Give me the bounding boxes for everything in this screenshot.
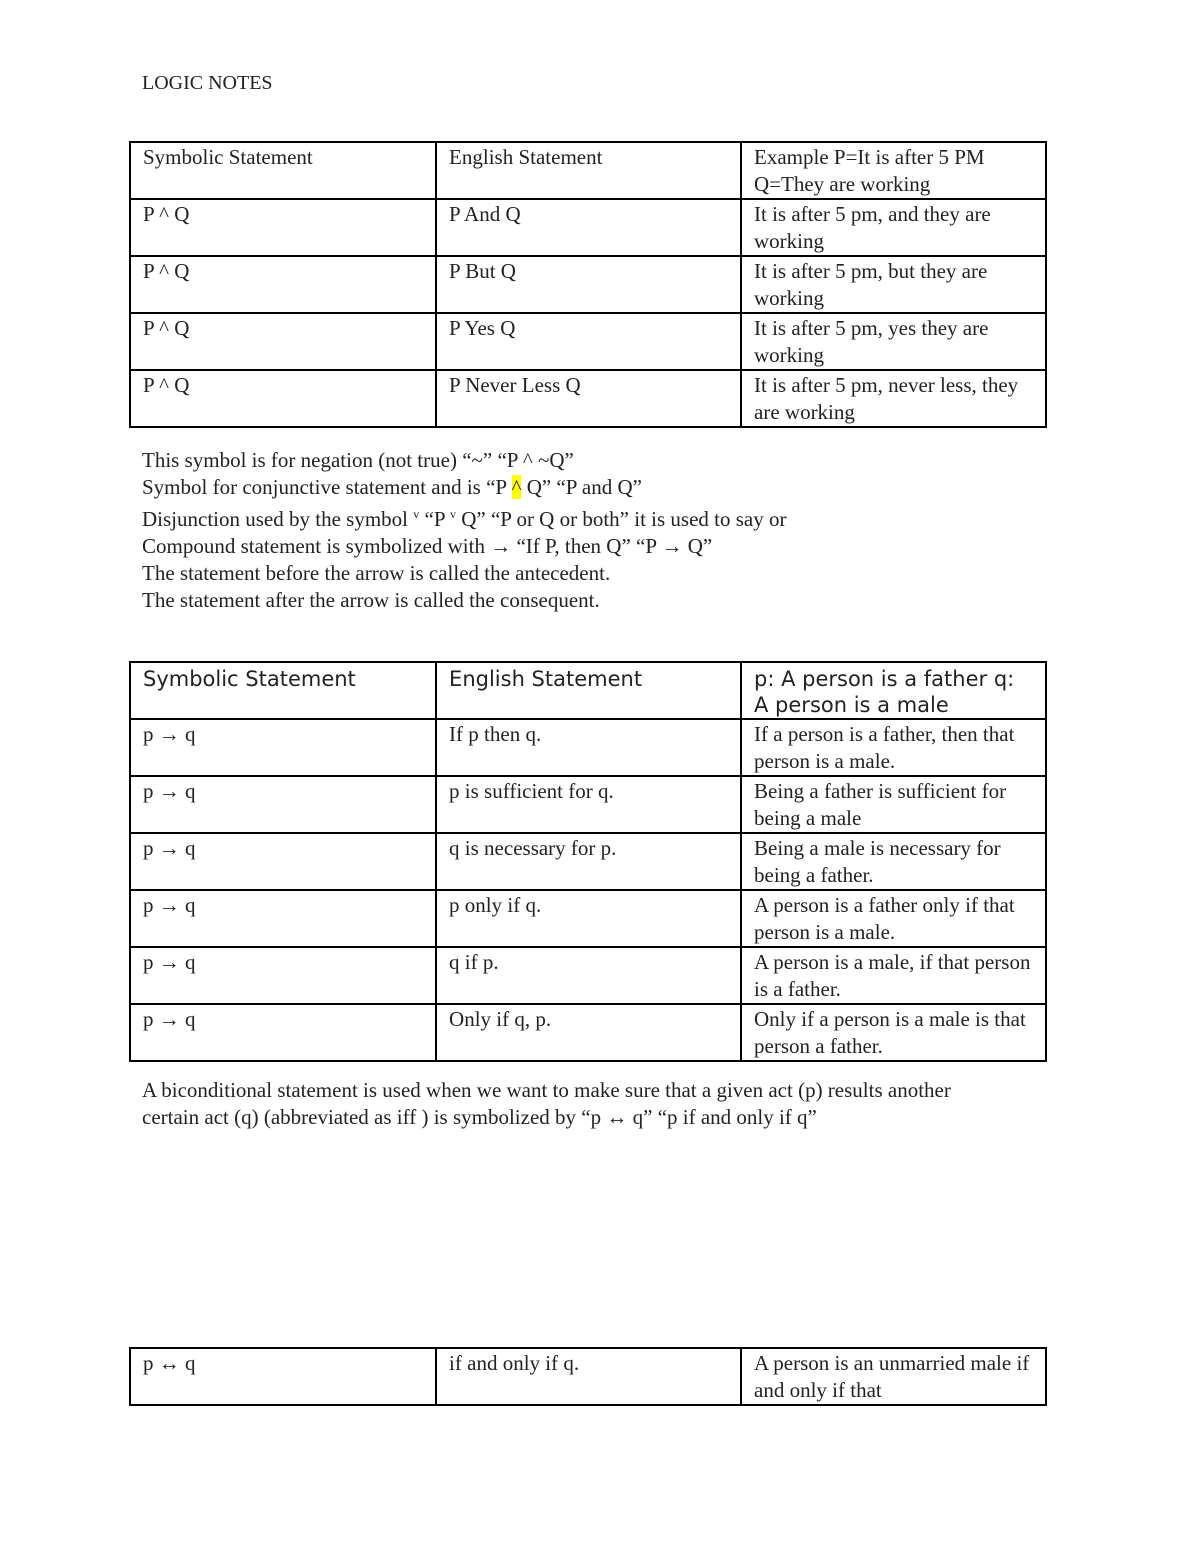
header-cell: English Statement xyxy=(436,662,741,719)
header-cell: Example P=It is after 5 PM Q=They are working xyxy=(741,142,1046,199)
header-cell: p: A person is a father q: A person is a male xyxy=(741,662,1046,719)
conditional-table xyxy=(129,661,1047,1062)
table-cell: Only if a person is a male is that person a father. xyxy=(741,1004,1046,1061)
table-cell: p → q xyxy=(130,776,436,833)
table-cell: p → q xyxy=(130,947,436,1004)
table-header-row xyxy=(130,662,1046,719)
table-row xyxy=(130,313,1046,370)
table-cell: P ^ Q xyxy=(130,313,436,370)
symbol-notes xyxy=(142,447,1042,614)
table-cell: p → q xyxy=(130,833,436,890)
table-cell: p → q xyxy=(130,719,436,776)
table-cell: If p then q. xyxy=(436,719,741,776)
conjunction-text: Symbol for conjunctive statement and is “P xyxy=(142,475,512,499)
table-cell: q is necessary for p. xyxy=(436,833,741,890)
negation-note: This symbol is for negation (not true) “~” “P ^ ~Q” xyxy=(142,448,574,472)
header-cell: English Statement xyxy=(436,142,741,199)
table-row xyxy=(130,719,1046,776)
table-cell: Only if q, p. xyxy=(436,1004,741,1061)
table-row xyxy=(130,890,1046,947)
table-row xyxy=(130,833,1046,890)
biconditional-note xyxy=(142,1077,1072,1131)
disjunction-symbol-inline: v xyxy=(449,507,456,521)
table-cell: p ↔ q xyxy=(130,1348,436,1405)
table-cell: A person is a male, if that person is a father. xyxy=(741,947,1046,1004)
table-cell: p only if q. xyxy=(436,890,741,947)
disjunction-text-mid: “P xyxy=(419,507,450,531)
table-cell: It is after 5 pm, yes they are working xyxy=(741,313,1046,370)
header-cell: Symbolic Statement xyxy=(130,142,436,199)
table-row xyxy=(130,776,1046,833)
biconditional-line: A biconditional statement is used when we want to make sure that a given act (p) results another xyxy=(142,1078,951,1102)
table-cell: Being a father is sufficient for being a male xyxy=(741,776,1046,833)
conjunction-note xyxy=(142,474,1042,501)
table-cell: P ^ Q xyxy=(130,370,436,427)
table-cell: p → q xyxy=(130,890,436,947)
table-cell: P ^ Q xyxy=(130,256,436,313)
table-cell: q if p. xyxy=(436,947,741,1004)
table-cell: p → q xyxy=(130,1004,436,1061)
table-row xyxy=(130,256,1046,313)
table-cell: P Never Less Q xyxy=(436,370,741,427)
biconditional-table xyxy=(129,1347,1047,1406)
table-row xyxy=(130,1348,1046,1405)
table-cell: Being a male is necessary for being a father. xyxy=(741,833,1046,890)
table-cell: A person is a father only if that person is a male. xyxy=(741,890,1046,947)
conjunction-text-end: Q” “P and Q” xyxy=(521,475,642,499)
table-cell: It is after 5 pm, but they are working xyxy=(741,256,1046,313)
compound-note: Compound statement is symbolized with → “If P, then Q” “P → Q” xyxy=(142,534,713,558)
table-row xyxy=(130,947,1046,1004)
table-row xyxy=(130,1004,1046,1061)
table-cell: It is after 5 pm, never less, they are working xyxy=(741,370,1046,427)
page-title: LOGIC NOTES xyxy=(142,72,273,94)
disjunction-text: Disjunction used by the symbol xyxy=(142,507,414,531)
disjunction-text-end: Q” “P or Q or both” it is used to say or xyxy=(455,507,787,531)
table-cell: P ^ Q xyxy=(130,199,436,256)
table-header-row xyxy=(130,142,1046,199)
biconditional-line: certain act (q) (abbreviated as iff ) is symbolized by “p ↔ q” “p if and only if q” xyxy=(142,1105,817,1129)
table-row xyxy=(130,199,1046,256)
table-cell: It is after 5 pm, and they are working xyxy=(741,199,1046,256)
conjunction-table xyxy=(129,141,1047,428)
disjunction-symbol: v xyxy=(413,507,420,521)
table-cell: If a person is a father, then that person is a male. xyxy=(741,719,1046,776)
table-cell: P And Q xyxy=(436,199,741,256)
consequent-note: The statement after the arrow is called the consequent. xyxy=(142,588,600,612)
table-cell: if and only if q. xyxy=(436,1348,741,1405)
header-cell: Symbolic Statement xyxy=(130,662,436,719)
antecedent-note: The statement before the arrow is called the antecedent. xyxy=(142,561,611,585)
table-cell: p is sufficient for q. xyxy=(436,776,741,833)
highlighted-symbol: ^ xyxy=(511,475,522,499)
table-cell: A person is an unmarried male if and only if that xyxy=(741,1348,1046,1405)
disjunction-note xyxy=(142,501,1042,533)
table-cell: P Yes Q xyxy=(436,313,741,370)
table-row xyxy=(130,370,1046,427)
table-cell: P But Q xyxy=(436,256,741,313)
